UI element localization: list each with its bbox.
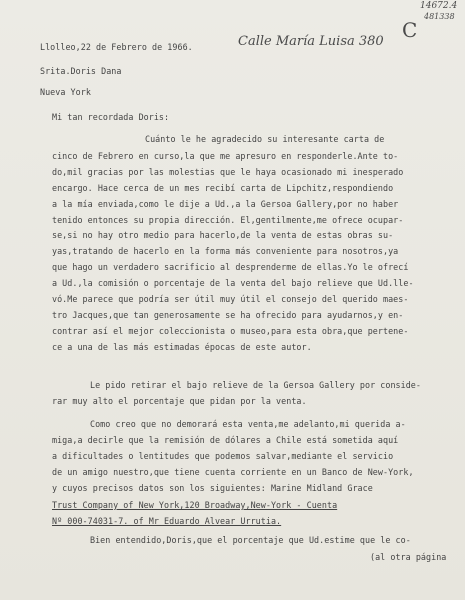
handwritten-address: Calle María Luisa 380 [238,34,384,49]
archive-number-bottom: 481338 [424,12,455,21]
archive-letter-c: C [402,18,418,42]
salutation: Mi tan recordada Doris: [52,112,170,122]
body-line-6: tenido entonces su propia dirección. El,gentilmente,me ofrece ocupar- [52,215,404,225]
continued-note: (al otra página [370,552,447,562]
body-line-4: encargo. Hace cerca de un mes recibí carta de Lipchitz,respondiendo [52,183,394,193]
body-line-25: Bien entendido,Doris,que el porcentaje que Ud.estime que le co- [90,535,411,545]
body-line-13: contrar así el mejor coleccionista o museo,para esta obra,que pertene- [52,326,409,336]
body-line-5: a la mía enviada,como le dije a Ud.,a la Gersoa Gallery,por no haber [52,199,399,209]
body-line-17: rar muy alto el porcentaje que pidan por la venta. [52,396,307,406]
body-line-20: a dificultades o lentitudes que podemos salvar,mediante el servicio [52,451,394,461]
body-line-10: a Ud.,la comisión o porcentaje de la venta del bajo relieve que Ud.lle- [52,278,414,288]
body-line-8: yas,tratando de hacerlo en la forma más conveniente para nosotros,ya [52,246,399,256]
recipient-name: Srita.Doris Dana [40,66,122,76]
archive-number-top: 14672.4 [420,1,458,11]
body-line-2: cinco de Febrero en curso,la que me apresuro en responderle.Ante to- [52,151,399,161]
recipient-city: Nueva York [40,87,91,97]
body-line-9: que hago un verdadero sacrificio al desprenderme de ellas.Yo le ofrecí [52,262,409,272]
body-line-7: se,si no hay otro medio para hacerlo,de la venta de estas obras su- [52,230,394,240]
body-line-1: Cuánto le he agradecido su interesante carta de [145,134,385,144]
body-line-18: Como creo que no demorará esta venta,me adelanto,mi querida a- [90,419,406,429]
date-line: Llolleo,22 de Febrero de 1966. [40,42,193,52]
body-line-14: ce a una de las más estimadas épocas de este autor. [52,342,312,352]
body-line-23: Trust Company of New York,120 Broadway,New-York - Cuenta [52,500,338,510]
body-line-3: do,mil gracias por las molestias que le haya ocasionado mi inesperado [52,167,404,177]
body-line-19: miga,a decirle que la remisión de dólares a Chile está sometida aquí [52,435,399,445]
body-line-11: vó.Me parece que podría ser útil muy útil el consejo del querido maes- [52,294,409,304]
body-line-22: y cuyos precisos datos son los siguientes: Marine Midland Grace [52,483,373,493]
body-line-21: de un amigo nuestro,que tiene cuenta corriente en un Banco de New-York, [52,467,414,477]
body-line-12: tro Jacques,que tan generosamente se ha ofrecido para ayudarnos,y en- [52,310,404,320]
body-line-24: Nº 000-74031-7. of Mr Eduardo Alvear Urrutia. [52,516,282,526]
body-line-16: Le pido retirar el bajo relieve de la Gersoa Gallery por conside- [90,380,421,390]
